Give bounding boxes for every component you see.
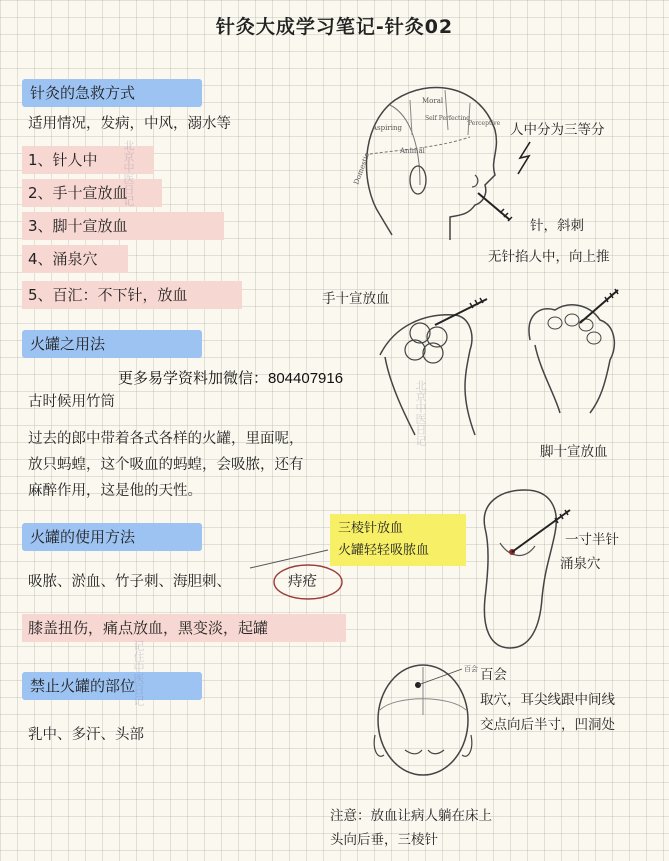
head-profile-illustration [350, 75, 510, 245]
annotation-renzhong: 人中分为三等分 [510, 122, 605, 138]
section-header-emergency: 针灸的急救方式 [22, 79, 202, 107]
method-line-1: 吸脓、淤血、竹子刺、海胆刺、 [28, 574, 231, 590]
cupping-para-3: 麻醉作用，这是他的天性。 [28, 483, 202, 499]
hand-illustration [375, 295, 490, 440]
annotation-baihui-3: 交点向后半寸，凹洞处 [480, 717, 615, 733]
annotation-baihui-1: 百会 [480, 667, 507, 683]
annotation-sole-2: 涌泉穴 [560, 556, 601, 572]
pointer-line [248, 548, 338, 572]
head-label: Self Perfecting [425, 115, 471, 122]
hand-label: 手十宣放血 [322, 291, 390, 307]
annotation-baihui-2: 取穴，耳尖线跟中间线 [480, 692, 615, 708]
stamp: 北京中医日记 [414, 380, 427, 446]
foot-label: 脚十宣放血 [540, 444, 608, 460]
baihui-small-label: 百会 [464, 665, 478, 673]
lightning-arrow-icon [515, 140, 535, 176]
annotation-needle: 针，斜刺 [530, 218, 584, 234]
emergency-subtitle: 适用情况，发病，中风，溺水等 [28, 116, 231, 132]
section-header-cupping-method: 火罐的使用方法 [22, 523, 202, 551]
list-item: 2、手十宣放血 [22, 179, 162, 207]
foot-top-illustration [520, 285, 630, 415]
method-line-2: 膝盖扭伤，痛点放血，黑变淡，起罐 [22, 614, 346, 642]
annotation-no-needle: 无针掐人中，向上推 [488, 249, 610, 265]
forbidden-line: 乳中、多汗、头部 [28, 727, 144, 743]
section-header-cupping-use: 火罐之用法 [22, 330, 202, 358]
cupping-para-1: 过去的郎中带着各式各样的火罐，里面呢， [28, 431, 304, 447]
list-item: 1、针人中 [22, 146, 154, 174]
yellow-note-line: 三棱针放血 [338, 521, 404, 536]
head-label: Moral [422, 97, 444, 105]
stamp: 记住中医日记 [132, 640, 145, 706]
list-item: 5、百汇：不下针，放血 [22, 281, 242, 309]
head-label: Perceptive [468, 120, 501, 127]
list-item: 3、脚十宣放血 [22, 212, 224, 240]
page-title: 针灸大成学习笔记-针灸02 [215, 16, 454, 38]
circled-text: 痔疮 [288, 574, 317, 590]
head-label: Animal [400, 147, 425, 155]
cupping-para-2: 放只蚂蝗，这个吸血的蚂蝗，会吸脓，还有 [28, 457, 304, 473]
cupping-line-1: 古时候用竹筒 [28, 394, 115, 410]
yellow-note-line: 火罐轻轻吸脓血 [338, 543, 430, 558]
note-line-1: 注意：放血让病人躺在床上 [330, 808, 492, 824]
head-label: Domestic [352, 151, 372, 186]
stamp: 北京中医日记 [122, 140, 135, 206]
list-item: 4、涌泉穴 [22, 245, 128, 273]
yellow-note [330, 514, 466, 566]
section-header-forbidden: 禁止火罐的部位 [22, 672, 202, 700]
note-line-2: 头向后垂，三棱针 [330, 832, 438, 848]
watermark-text: 更多易学资料加微信：804407916 [118, 370, 344, 387]
annotation-sole-1: 一寸半针 [565, 532, 619, 548]
baihui-head-illustration [370, 655, 480, 785]
head-label: Aspiring [372, 124, 402, 132]
